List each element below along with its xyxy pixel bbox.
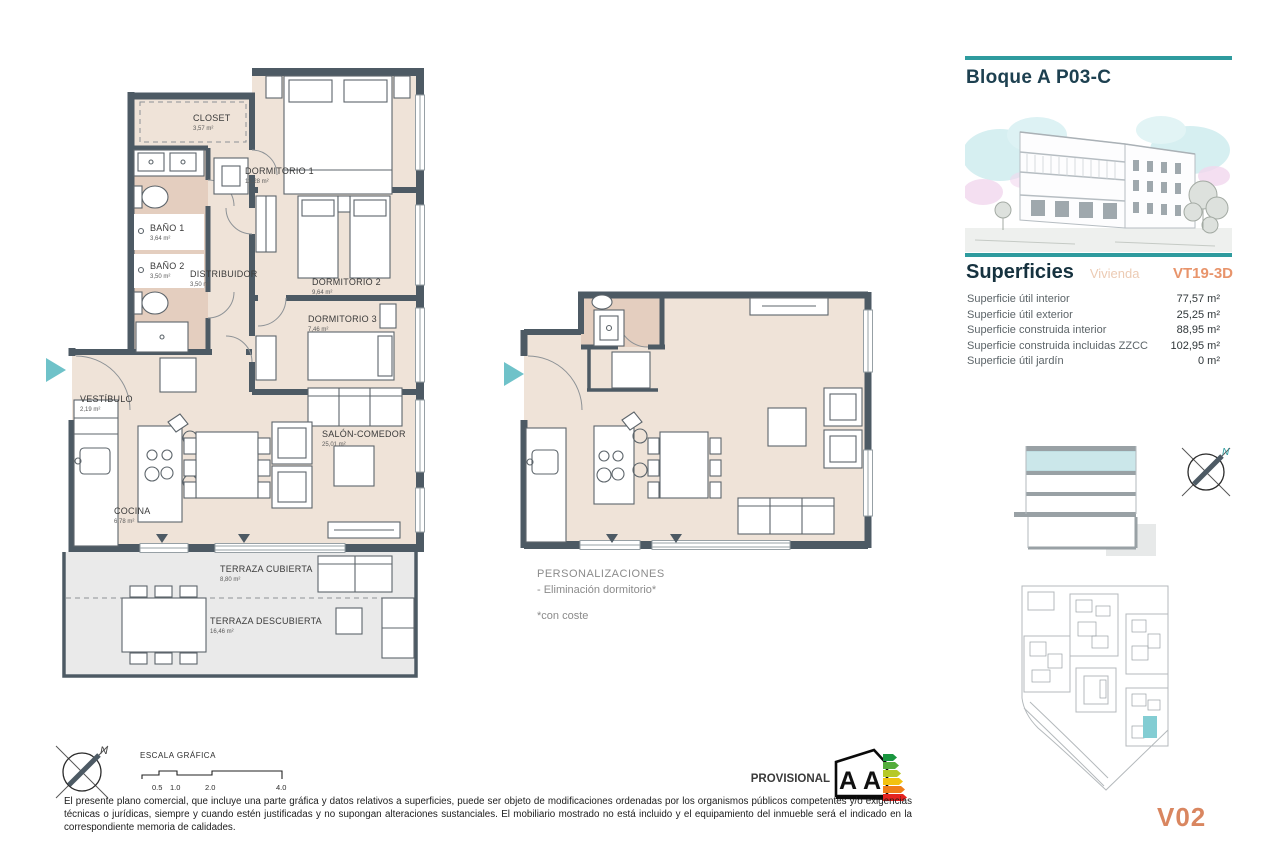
- room-area-bano2: 3,50 m²: [150, 274, 171, 280]
- personalizaciones-item: - Eliminación dormitorio*: [537, 584, 657, 596]
- compass-n-label: N: [100, 745, 108, 757]
- site-plan: [1008, 580, 1183, 795]
- row-value: 77,57 m²: [1176, 293, 1220, 305]
- highlighted-floor: [1026, 451, 1136, 471]
- superficies-title: Superficies: [966, 261, 1074, 283]
- personalizaciones-title: PERSONALIZACIONES: [537, 568, 665, 580]
- vestibulo-cabinet: [160, 358, 196, 392]
- building-section-diagram: [1014, 444, 1159, 556]
- row-value: 88,95 m²: [1176, 324, 1220, 336]
- legal-disclaimer: El presente plano comercial, que incluye una parte gráfica y datos relativos a superficies, puede ser objeto de modificaciones ordenadas por los organismos públicos competentes y/o exigencias técnicas o jurídicas, siempre y cuando estén justificadas y no supongan alteraciones sustanciales. El mobiliario mostrado no está incluido y el equipamiento del inmueble será el indicado en la correspondiente memoria de calidades.: [64, 796, 912, 833]
- room-area-closet: 3,57 m²: [193, 126, 214, 132]
- superficies-table: [967, 292, 1220, 370]
- room-label-salon: SALÓN-COMEDOR: [322, 429, 406, 439]
- room-area-dormitorio3: 7,46 m²: [308, 327, 329, 333]
- svg-text:A: A: [839, 767, 858, 795]
- room-label-bano2: BAÑO 2: [150, 261, 185, 271]
- room-area-salon: 25,01 m²: [322, 442, 346, 448]
- svg-text:A: A: [863, 767, 882, 795]
- scale-label: ESCALA GRÁFICA: [140, 751, 216, 760]
- accent-line-mid: [965, 253, 1232, 257]
- scale-tick-40: 4.0: [276, 783, 287, 792]
- table-row: [967, 339, 1220, 355]
- room-label-cocina: COCINA: [114, 506, 151, 516]
- table-row: [967, 292, 1220, 308]
- row-label: Superficie útil interior: [967, 293, 1070, 305]
- room-area-vestibulo: 2,19 m²: [80, 407, 101, 413]
- compass-plan-icon: [56, 745, 108, 798]
- room-area-terraza-descubierta: 16,46 m²: [210, 629, 234, 635]
- v-dining-furniture: [648, 432, 721, 498]
- room-label-distribuidor: DISTRIBUIDOR: [190, 269, 258, 279]
- dining-furniture: [184, 432, 270, 498]
- row-label: Superficie construida incluidas ZZCC: [967, 339, 1148, 352]
- room-label-terraza-cubierta: TERRAZA CUBIERTA: [220, 564, 313, 574]
- scale-bar: [140, 751, 286, 792]
- row-label: Superficie construida interior: [967, 324, 1107, 336]
- site-highlighted-unit: [1143, 716, 1157, 738]
- row-value: 102,95 m²: [1170, 339, 1220, 352]
- windows-bottom: [140, 544, 345, 553]
- room-area-distribuidor: 3,50 m²: [190, 282, 211, 288]
- room-label-dormitorio1: DORMITORIO 1: [245, 166, 314, 176]
- scale-tick-05: 0.5: [152, 783, 163, 792]
- row-label: Superficie útil jardín: [967, 355, 1064, 367]
- entry-arrow-icon: [46, 358, 66, 382]
- accent-line-top: [965, 56, 1232, 60]
- v-entry-arrow-icon: [504, 362, 524, 386]
- room-area-dormitorio2: 9,64 m²: [312, 290, 333, 296]
- personalizaciones-note: [537, 566, 665, 624]
- compass-n-label: N: [1222, 447, 1230, 458]
- provisional-label: PROVISIONAL: [750, 773, 830, 785]
- room-area-terraza-cubierta: 8,80 m²: [220, 577, 241, 583]
- superficies-header: [966, 261, 1233, 284]
- windows-right: [416, 95, 425, 532]
- personalizaciones-cost-note: *con coste: [537, 610, 589, 622]
- superficies-subtitle: Vivienda: [1089, 266, 1140, 281]
- row-value: 0 m²: [1198, 355, 1220, 367]
- room-label-closet: CLOSET: [193, 113, 231, 123]
- table-row: [967, 308, 1220, 324]
- energy-rating-icon: [836, 750, 907, 801]
- room-label-dormitorio2: DORMITORIO 2: [312, 277, 381, 287]
- table-row: [967, 323, 1220, 339]
- room-area-dormitorio1: 12,28 m²: [245, 179, 269, 185]
- version-label: V02: [1157, 802, 1207, 832]
- dormitorio1-furniture: [266, 76, 410, 194]
- building-render-image: [965, 100, 1232, 252]
- unit-code: VT19-3D: [1172, 265, 1233, 282]
- room-label-terraza-descubierta: TERRAZA DESCUBIERTA: [210, 616, 322, 626]
- compass-panel-icon: [1178, 444, 1234, 500]
- main-floorplan: [46, 68, 425, 676]
- row-value: 25,25 m²: [1176, 308, 1220, 321]
- scale-tick-20: 2.0: [205, 783, 216, 792]
- room-label-dormitorio3: DORMITORIO 3: [308, 314, 377, 324]
- table-row: [967, 354, 1220, 370]
- row-label: Superficie útil exterior: [967, 308, 1073, 321]
- room-label-bano1: BAÑO 1: [150, 223, 185, 233]
- scale-tick-10: 1.0: [170, 783, 181, 792]
- room-label-vestibulo: VESTÍBULO: [80, 394, 133, 404]
- block-title: Bloque A P03-C: [966, 67, 1112, 88]
- room-area-cocina: 6,78 m²: [114, 519, 135, 525]
- room-area-bano1: 3,64 m²: [150, 236, 171, 242]
- variant-floorplan: [504, 292, 873, 550]
